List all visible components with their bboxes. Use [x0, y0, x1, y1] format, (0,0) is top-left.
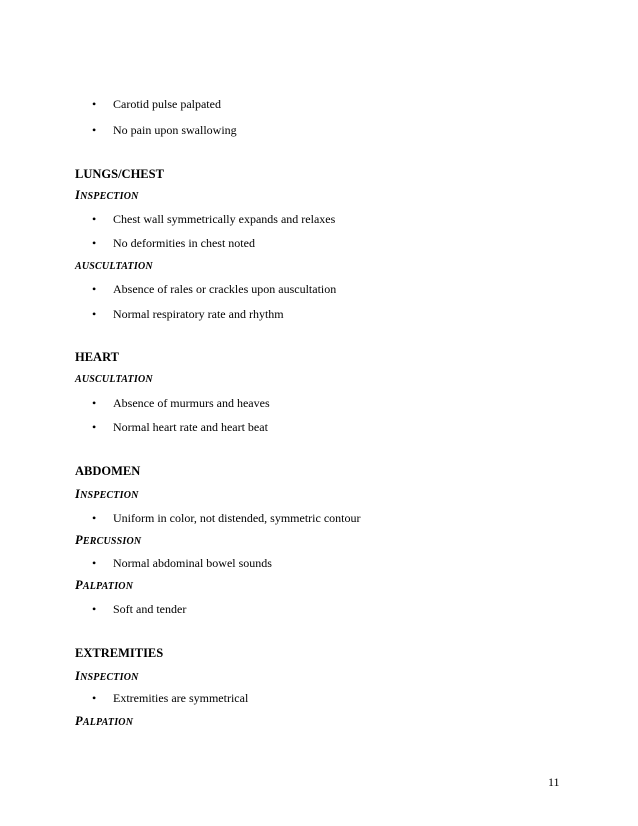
list-item-text: Absence of murmurs and heaves	[113, 396, 270, 410]
list-item	[92, 557, 272, 569]
list-item	[92, 421, 268, 433]
section-heading-extremities: EXTREMITIES	[75, 646, 164, 660]
subheading-palpation: PALPATION	[75, 578, 134, 592]
list-item-text: Absence of rales or crackles upon auscultation	[113, 282, 337, 296]
bullet-icon: •	[92, 212, 97, 226]
list-item-text: No pain upon swallowing	[113, 123, 237, 137]
list-item	[92, 98, 221, 110]
list-item	[92, 283, 336, 295]
subheading-auscultation: AUSCULTATION	[75, 374, 153, 385]
list-item-text: Soft and tender	[113, 602, 187, 616]
page-number: 11	[548, 775, 560, 789]
bullet-icon: •	[92, 420, 97, 434]
bullet-icon: •	[92, 282, 97, 296]
subheading-inspection: INSPECTION	[75, 669, 139, 683]
bullet-icon: •	[92, 123, 97, 137]
subheading-inspection: INSPECTION	[75, 487, 139, 501]
bullet-icon: •	[92, 307, 97, 321]
list-item	[92, 308, 284, 320]
list-item	[92, 603, 186, 615]
section-heading-lungs: LUNGS/CHEST	[75, 167, 164, 181]
subheading-auscultation: AUSCULTATION	[75, 261, 153, 272]
section-heading-abdomen: ABDOMEN	[75, 464, 141, 478]
bullet-icon: •	[92, 602, 97, 616]
list-item	[92, 512, 360, 524]
list-item-text: Uniform in color, not distended, symmetric contour	[113, 511, 361, 525]
list-item-text: Extremities are symmetrical	[113, 691, 249, 705]
section-heading-heart: HEART	[75, 350, 120, 364]
list-item-text: Normal respiratory rate and rhythm	[113, 307, 284, 321]
list-item	[92, 692, 248, 704]
list-item-text: Normal abdominal bowel sounds	[113, 556, 272, 570]
subheading-inspection: INSPECTION	[75, 188, 139, 202]
list-item-text: Carotid pulse palpated	[113, 97, 221, 111]
bullet-icon: •	[92, 511, 97, 525]
bullet-icon: •	[92, 556, 97, 570]
subheading-palpation: PALPATION	[75, 714, 134, 728]
list-item	[92, 124, 237, 136]
bullet-icon: •	[92, 691, 97, 705]
list-item-text: No deformities in chest noted	[113, 236, 255, 250]
list-item	[92, 213, 335, 225]
list-item-text: Chest wall symmetrically expands and relaxes	[113, 212, 336, 226]
bullet-icon: •	[92, 396, 97, 410]
bullet-icon: •	[92, 236, 97, 250]
list-item	[92, 397, 270, 409]
bullet-icon: •	[92, 97, 97, 111]
list-item-text: Normal heart rate and heart beat	[113, 420, 268, 434]
subheading-percussion: PERCUSSION	[75, 533, 142, 547]
list-item	[92, 237, 255, 249]
